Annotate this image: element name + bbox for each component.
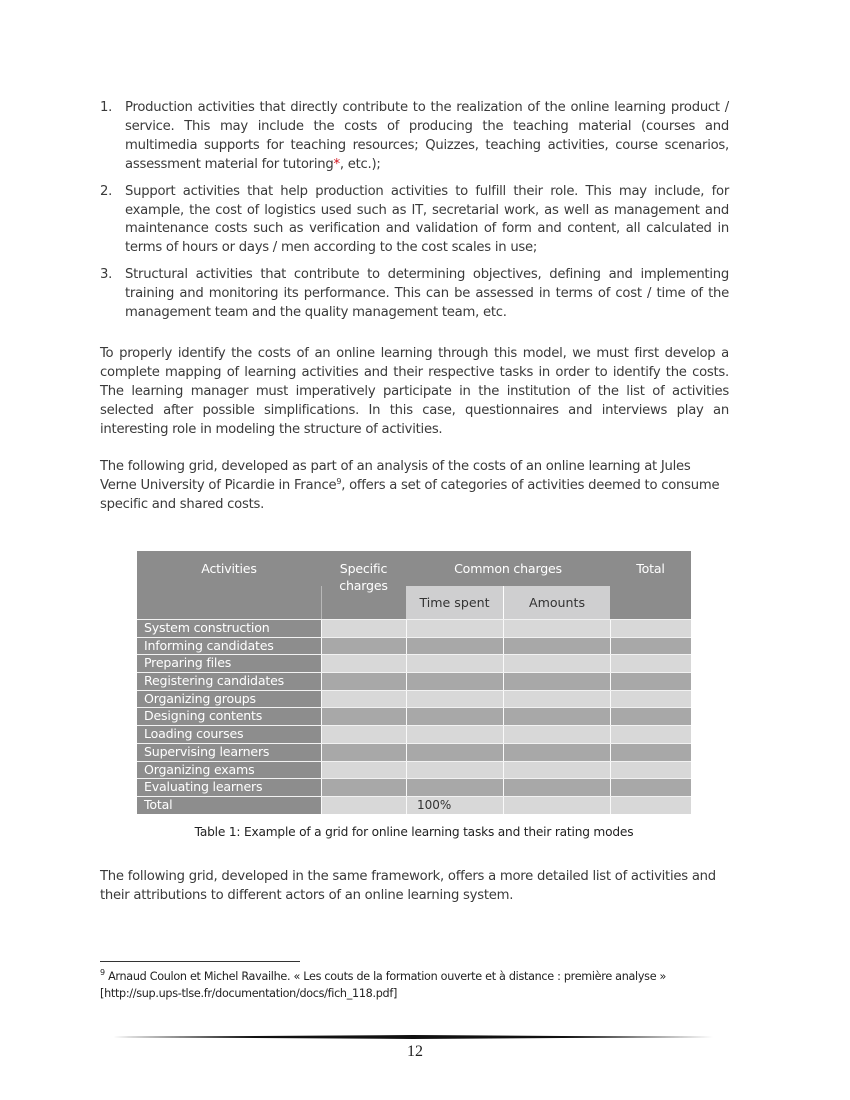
specific-cell — [321, 779, 406, 796]
paragraph-grid-intro — [100, 458, 729, 515]
time-spent-cell — [406, 779, 503, 796]
specific-cell — [321, 744, 406, 761]
time-spent-cell — [406, 655, 503, 672]
footnote-number: 9 — [100, 968, 105, 977]
header-specific-charges — [321, 560, 406, 594]
list-item — [100, 266, 729, 323]
list-number: 3. — [100, 267, 113, 283]
page-number: 12 — [407, 1043, 423, 1060]
specific-cell — [321, 797, 406, 814]
specific-cell — [321, 691, 406, 708]
list-item-text: Support activities that help production activities to fulfill their role. This may include, for example, the cost of logistics used such as IT, secretarial work, as well as management and maintenance costs such as verification and validation of form and content, all calculated in terms of hours or days / men according to the cost scales in use; — [125, 183, 729, 256]
time-spent-cell: 100% — [406, 797, 503, 814]
amounts-cell — [503, 744, 610, 761]
table-row — [137, 778, 691, 796]
table-row — [137, 619, 691, 637]
header-activities: Activities — [201, 561, 257, 576]
amounts-cell — [503, 673, 610, 690]
header-time-spent: Time spent — [406, 586, 503, 619]
amounts-cell — [503, 691, 610, 708]
table-row — [137, 761, 691, 779]
list-item — [100, 99, 729, 175]
activity-cell: Evaluating learners — [137, 779, 321, 796]
table-row — [137, 707, 691, 725]
total-cell — [610, 762, 691, 779]
cost-grid-table — [137, 551, 691, 814]
activity-cell: Informing candidates — [137, 638, 321, 655]
activity-cell: Loading courses — [137, 726, 321, 743]
header-common-charges: Common charges — [454, 561, 562, 576]
activity-cell: Total — [137, 797, 321, 814]
amounts-cell — [503, 655, 610, 672]
specific-cell — [321, 762, 406, 779]
activity-cell: Organizing exams — [137, 762, 321, 779]
asterisk-marker: * — [333, 156, 340, 172]
amounts-cell — [503, 638, 610, 655]
list-item — [100, 183, 729, 259]
total-cell — [610, 691, 691, 708]
list-number: 1. — [100, 100, 113, 115]
activity-cell: Preparing files — [137, 655, 321, 672]
paragraph-cost-mapping: To properly identify the costs of an online learning through this model, we must first develop a complete mapping of learning activities and their respective tasks in order to identify the costs. The learning manager must imperatively participate in the institution of the list of activities selected after possible simplifications. In this case, questionnaires and interviews play an interesting role in modeling the structure of activities. — [100, 346, 729, 437]
footnote-text: Arnaud Coulon et Michel Ravailhe. « Les couts de la formation ouverte et à distance : première analyse » [http://sup.ups-tlse.fr/documentation/docs/fich_118.pdf] — [100, 970, 667, 1000]
activity-types-list — [100, 99, 729, 331]
footnote-separator — [100, 961, 300, 962]
total-cell — [610, 655, 691, 672]
time-spent-cell — [406, 620, 503, 637]
table-caption: Table 1: Example of a grid for online learning tasks and their rating modes — [194, 825, 634, 839]
table-row — [137, 743, 691, 761]
activity-cell: Designing contents — [137, 708, 321, 725]
table-row — [137, 637, 691, 655]
amounts-cell — [503, 620, 610, 637]
total-cell — [610, 744, 691, 761]
header-amounts: Amounts — [504, 586, 610, 619]
activity-cell: System construction — [137, 620, 321, 637]
specific-cell — [321, 726, 406, 743]
amounts-cell — [503, 797, 610, 814]
total-cell — [610, 726, 691, 743]
list-item-text-end: , etc.); — [339, 156, 381, 172]
header-total: Total — [636, 561, 665, 576]
amounts-cell — [503, 726, 610, 743]
footer-ornament-rule — [113, 1035, 713, 1039]
total-cell — [610, 779, 691, 796]
list-number: 2. — [100, 183, 113, 199]
total-cell — [610, 673, 691, 690]
time-spent-cell — [406, 726, 503, 743]
time-spent-cell — [406, 744, 503, 761]
table-row — [137, 725, 691, 743]
specific-cell — [321, 673, 406, 690]
table-row-total — [137, 796, 691, 814]
specific-cell — [321, 655, 406, 672]
footnote — [100, 968, 732, 1002]
total-cell — [610, 797, 691, 814]
time-spent-cell — [406, 762, 503, 779]
table-row — [137, 654, 691, 672]
activity-cell: Organizing groups — [137, 691, 321, 708]
time-spent-cell — [406, 691, 503, 708]
total-cell — [610, 708, 691, 725]
footnote-ref[interactable]: 9 — [336, 476, 342, 486]
amounts-cell — [503, 762, 610, 779]
table-row — [137, 672, 691, 690]
total-cell — [610, 620, 691, 637]
paragraph-detailed-grid: The following grid, developed in the same framework, offers a more detailed list of activities and their attributions to different actors of an online learning system. — [100, 869, 716, 903]
paragraph-text: , offers a set of categories of activities deemed to consume specific and shared costs. — [100, 477, 720, 512]
table-header — [137, 551, 691, 619]
specific-cell — [321, 638, 406, 655]
paragraph-text: The following grid, developed as part of an analysis of the costs of an online learning at Jules Verne University of Picardie in France — [100, 459, 691, 493]
amounts-cell — [503, 708, 610, 725]
list-item-text: Structural activities that contribute to determining objectives, defining and implementing training and monitoring its performance. This can be assessed in terms of cost / time of the management team and the quality management team, etc. — [125, 267, 729, 321]
time-spent-cell — [406, 638, 503, 655]
header-specific-line1: Specific — [339, 561, 388, 576]
activity-cell: Supervising learners — [137, 744, 321, 761]
specific-cell — [321, 620, 406, 637]
header-specific-line2: charges — [339, 578, 388, 593]
total-cell — [610, 638, 691, 655]
time-spent-cell — [406, 673, 503, 690]
list-item-text: Production activities that directly contribute to the realization of the online learning product / service. This may include the costs of producing the teaching material (courses and multimedia supports for teaching resources; Quizzes, teaching activities, course scenarios, assessment material for tutoring — [125, 100, 729, 172]
amounts-cell — [503, 779, 610, 796]
specific-cell — [321, 708, 406, 725]
activity-cell: Registering candidates — [137, 673, 321, 690]
table-row — [137, 690, 691, 708]
time-spent-cell — [406, 708, 503, 725]
